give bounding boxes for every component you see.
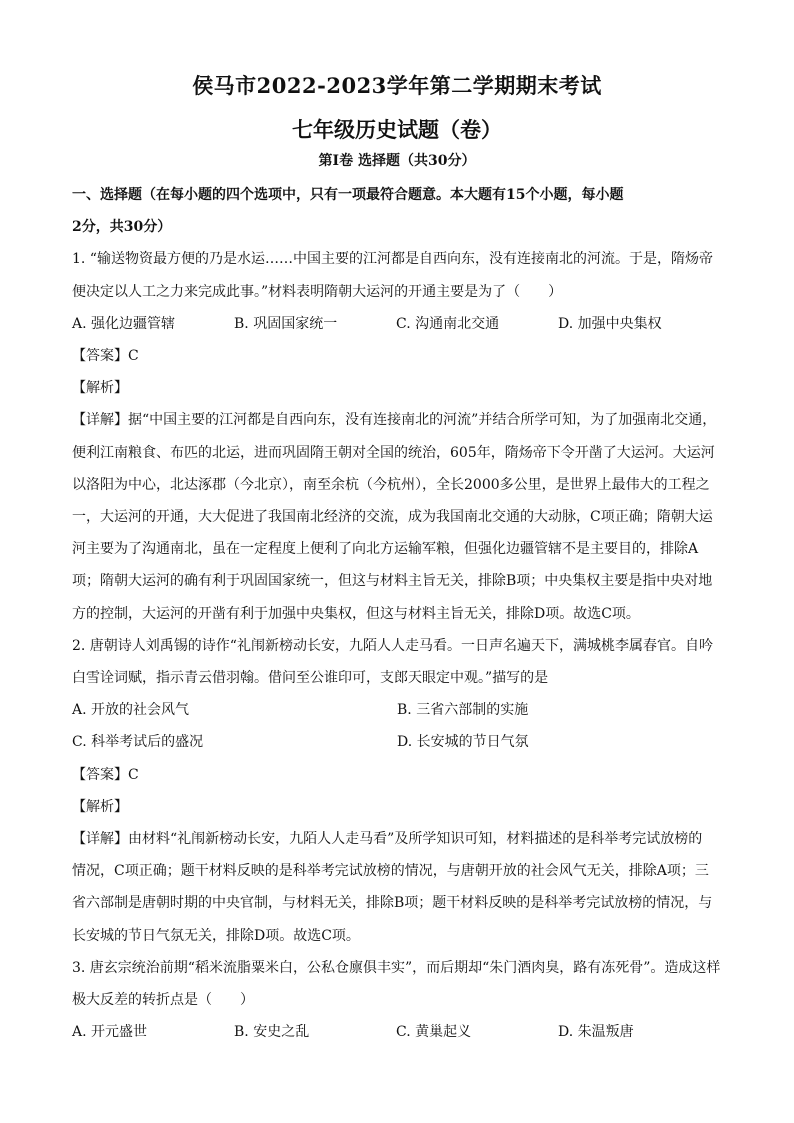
instruction-line-2: 2分，共30分）: [72, 219, 172, 236]
q3-option-b: B. 安史之乱: [234, 1024, 310, 1041]
q2-option-c: C. 科举考试后的盛况: [72, 734, 204, 751]
q1-detail-line-5: 河主要为了沟通南北，虽在一定程度上便利了向北方运输军粮，但强化边疆管辖不是主要目的，排除A: [72, 541, 699, 558]
q2-detail-line-2: 情况，C项正确；题干材料反映的是科举考完试放榜的情况，与唐朝开放的社会风气无关，排除A项；三: [72, 863, 709, 880]
q3-stem-line-1: 3. 唐玄宗统治前期“稻米流脂粟米白，公私仓廪俱丰实”，而后期却“朱门酒肉臭，路有冻死骨”。造成这样: [72, 959, 721, 976]
q3-option-c: C. 黄巢起义: [396, 1024, 472, 1041]
q1-detail-line-3: 以洛阳为中心，北达涿郡（今北京），南至余杭（今杭州），全长2000多公里，是世界上最伟大的工程之: [72, 476, 710, 493]
q2-detail-line-1: 【详解】由材料“礼闱新榜动长安，九陌人人走马看”及所学知识可知，材料描述的是科举考完试放榜的: [72, 831, 703, 848]
q1-options: [72, 308, 722, 340]
q1-stem-line-2: 便决定以人工之力来完成此事。”材料表明隋朝大运河的开通主要是为了（ ）: [72, 283, 563, 300]
q1-detail-line-6: 项；隋朝大运河的确有利于巩固国家统一，但这与材料主旨无关，排除B项；中央集权主要是指中央对地: [72, 573, 713, 590]
q2-detail-line-3: 省六部制是唐朝时期的中央官制，与材料无关，排除B项；题干材料反映的是科举考完试放榜的情况，与: [72, 895, 713, 912]
q2-detail-line-4: 长安城的节日气氛无关，排除D项。故选C项。: [72, 927, 360, 944]
q2-answer: 【答案】C: [72, 766, 139, 783]
exam-content: [72, 179, 722, 1048]
q2-option-d: D. 长安城的节日气氛: [397, 734, 529, 751]
q1-analysis-label: 【解析】: [72, 380, 128, 397]
instruction-line-1: 一、选择题（在每小题的四个选项中，只有一项最符合题意。本大题有15个小题，每小题: [72, 187, 624, 203]
q1-option-a: A. 强化边疆管辖: [72, 315, 176, 332]
q3-option-d: D. 朱温叛唐: [558, 1024, 634, 1041]
section-heading: 第Ⅰ卷 选择题（共30分）: [318, 153, 476, 169]
q1-detail-line-1: 【详解】据“中国主要的江河都是自西向东，没有连接南北的河流”并结合所学可知，为了加强南北交通，: [72, 412, 717, 429]
q1-detail-line-4: 一，大运河的开通，大大促进了我国南北经济的交流，成为我国南北交通的大动脉，C项正确；隋朝大运: [72, 509, 713, 526]
q2-stem-line-2: 白雪诠词赋，指示青云借羽翰。借问至公谁印可，支郎天眼定中观。”描写的是: [72, 670, 549, 687]
q1-option-c: C. 沟通南北交通: [396, 315, 500, 332]
q2-analysis-label: 【解析】: [72, 798, 128, 815]
q2-stem-line-1: 2. 唐朝诗人刘禹锡的诗作“礼闱新榜动长安，九陌人人走马看。一日声名遍天下，满城桃李属春官。自吟: [72, 637, 713, 654]
q1-detail-line-2: 便利江南粮食、布匹的北运，进而巩固隋王朝对全国的统治，605年，隋炀帝下令开凿了大运河。大运河: [72, 444, 715, 461]
q2-option-b: B. 三省六部制的实施: [397, 702, 529, 719]
exam-title: 侯马市2022-2023学年第二学期期末考试: [192, 73, 602, 98]
q1-option-d: D. 加强中央集权: [558, 315, 662, 332]
q3-options: [72, 1016, 722, 1048]
q1-stem-line-1: 1. “输送物资最方便的乃是水运……中国主要的江河都是自西向东，没有连接南北的河流。于是，隋炀帝: [72, 251, 713, 268]
q1-answer: 【答案】C: [72, 348, 139, 365]
exam-subtitle: 七年级历史试题（卷）: [292, 117, 502, 142]
q1-option-b: B. 巩固国家统一: [234, 315, 338, 332]
q2-options-row-2: [72, 726, 722, 758]
q2-options-row-1: [72, 694, 722, 726]
q3-stem-line-2: 极大反差的转折点是（ ）: [72, 992, 254, 1009]
q2-option-a: A. 开放的社会风气: [72, 702, 190, 719]
q1-detail-line-7: 方的控制，大运河的开凿有利于加强中央集权，但这与材料主旨无关，排除D项。故选C项。: [72, 605, 640, 622]
q3-option-a: A. 开元盛世: [72, 1024, 148, 1041]
